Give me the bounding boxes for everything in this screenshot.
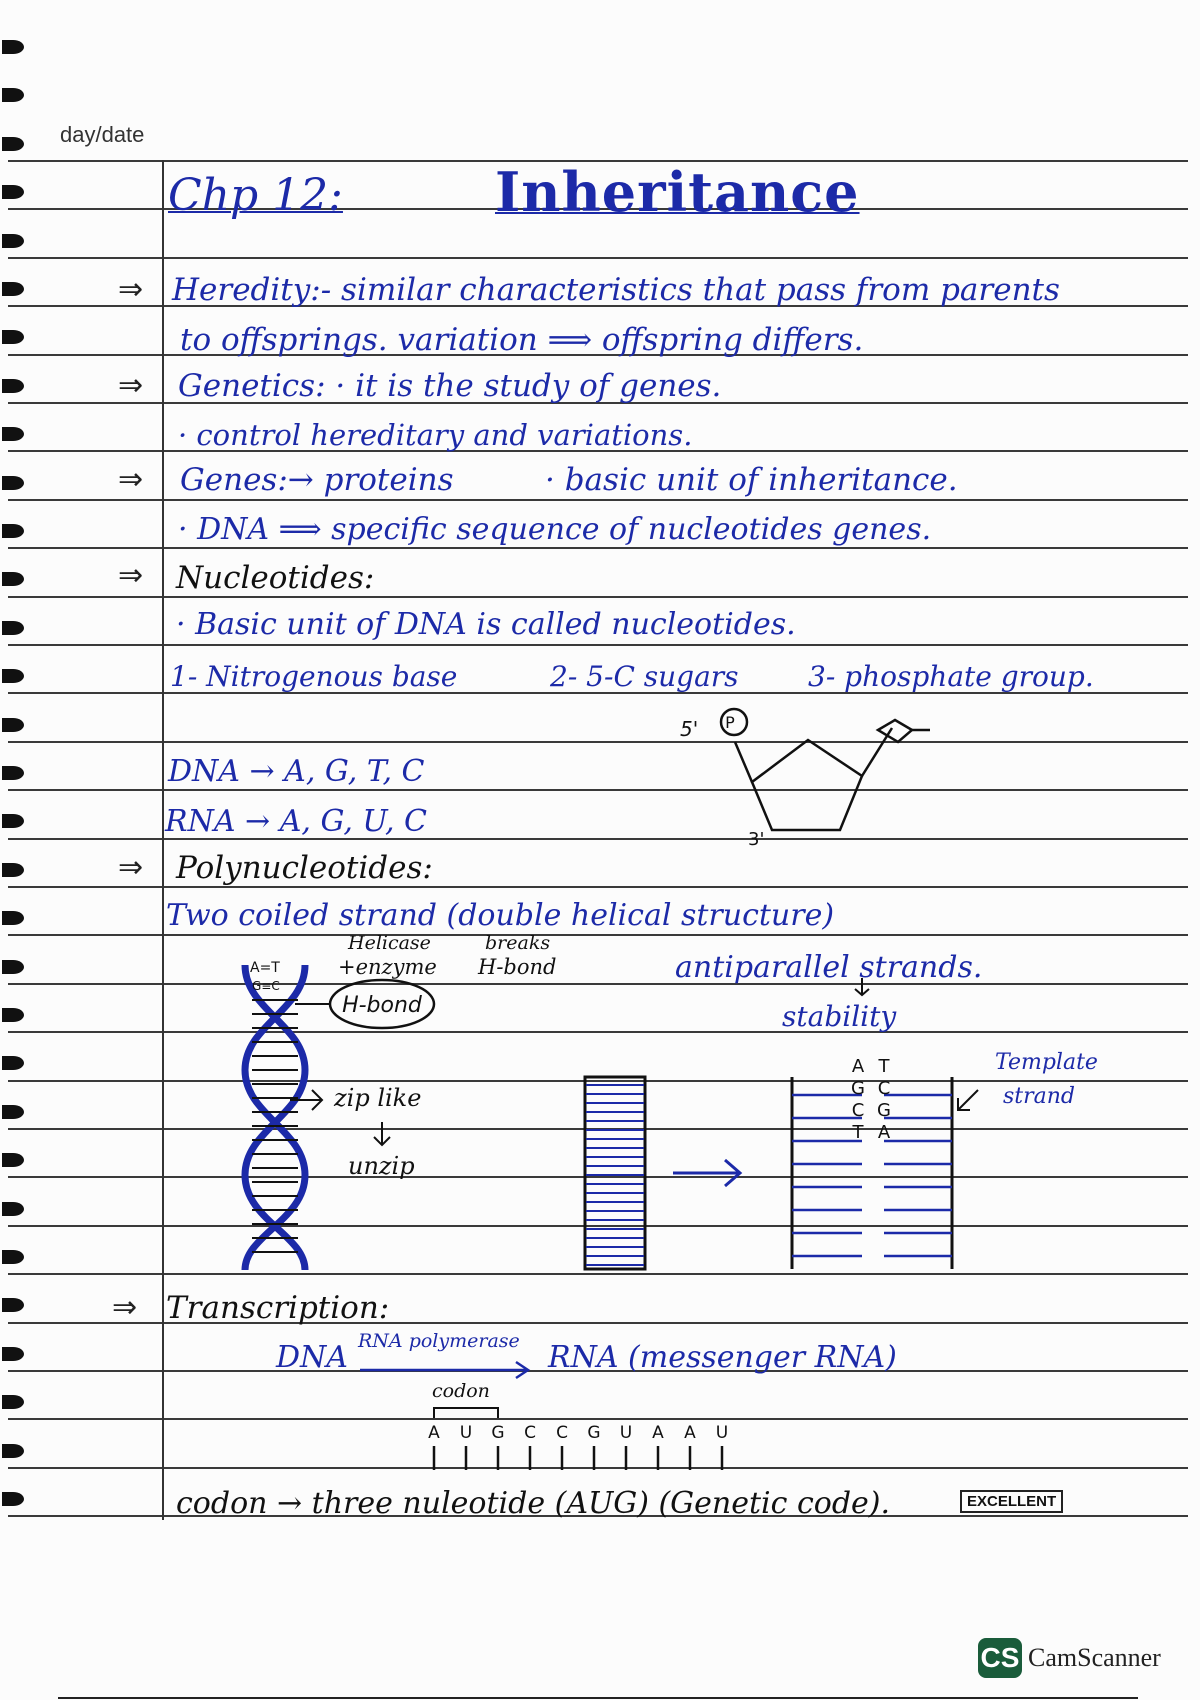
excellent-stamp: EXCELLENT [960, 1490, 1063, 1513]
antiparallel-label: antiparallel strands. [675, 950, 983, 985]
unzip-label: unzip [348, 1152, 415, 1180]
transcription-rna: RNA (messenger RNA) [548, 1340, 897, 1375]
codon-definition: codon → three nuleotide (AUG) (Genetic code). [176, 1486, 891, 1521]
heredity-continued: to offsprings. variation ⟹ offspring differs. [180, 322, 864, 358]
template-base-pairs [851, 1056, 891, 1143]
template-base-letter: A [877, 1122, 891, 1143]
double-helix-description: Two coiled strand (double helical structure) [166, 898, 835, 933]
breaks-hbond-label: H-bond [478, 955, 557, 979]
template-rungs [792, 1095, 952, 1256]
hbond-circle-label: H-bond [342, 993, 422, 1018]
rna-polymerase-label: RNA polymerase [358, 1330, 520, 1352]
mrna-sequence [428, 1423, 728, 1470]
mrna-base-letter: U [715, 1423, 729, 1443]
codon-label: codon [432, 1380, 490, 1402]
sugar-3-prime: 3' [748, 829, 765, 850]
breaks-label: breaks [485, 932, 551, 954]
down-arrow-icon [374, 1122, 390, 1145]
template-base-letter: T [852, 1122, 864, 1143]
ladder-rungs [586, 1085, 644, 1265]
template-label: Template [995, 1050, 1098, 1075]
strand-label: strand [1003, 1084, 1076, 1109]
template-pointer-icon [958, 1090, 978, 1110]
mrna-base-letter: A [428, 1423, 440, 1443]
sugar-5-prime: 5' [680, 717, 699, 741]
template-base-letter: C [877, 1078, 891, 1099]
polymerase-arrow-icon [360, 1362, 528, 1378]
bullet-arrow-icon: ⇒ [118, 272, 144, 307]
bullet-arrow-icon: ⇒ [118, 558, 144, 593]
genes-proteins: Genes:→ proteins [180, 462, 454, 498]
polynucleotides-heading: Polynucleotides: [176, 850, 433, 886]
stability-arrow-icon [855, 978, 869, 995]
camscanner-watermark: CamScanner [1028, 1643, 1161, 1672]
transcription-heading: Transcription: [166, 1290, 390, 1326]
mrna-base-letter: A [652, 1423, 664, 1443]
zip-arrow-icon [290, 1090, 322, 1110]
rna-bases: RNA → A, G, U, C [165, 804, 427, 839]
unzipped-strands-diagram [792, 1077, 952, 1269]
genetics-definition: Genetics: · it is the study of genes. [178, 368, 722, 404]
template-base-letter: C [851, 1100, 865, 1121]
bottom-rule [58, 1697, 1138, 1699]
zip-like-label: zip like [334, 1084, 422, 1112]
codon-bracket [434, 1408, 498, 1418]
mrna-base-letter: U [459, 1423, 473, 1443]
genetics-control: · control hereditary and variations. [178, 418, 693, 452]
template-base-letter: T [878, 1056, 890, 1077]
genes-basic-unit: · basic unit of inheritance. [545, 462, 958, 498]
template-base-letter: A [851, 1056, 865, 1077]
date-label: day/date [60, 122, 145, 147]
bullet-arrow-icon: ⇒ [118, 850, 144, 885]
mrna-base-letter: G [587, 1423, 601, 1443]
component-sugar: 2- 5-C sugars [550, 660, 739, 693]
bullet-arrow-icon: ⇒ [112, 1290, 138, 1325]
bullet-arrow-icon: ⇒ [118, 462, 144, 497]
stability-label: stability [782, 1000, 897, 1033]
component-base: 1- Nitrogenous base [170, 660, 458, 693]
sugar-pentagon-diagram [721, 709, 930, 830]
heredity-definition: Heredity:- similar characteristics that pass from parents [172, 272, 1060, 308]
right-arrow-icon [673, 1160, 740, 1186]
transcription-dna: DNA [276, 1340, 348, 1375]
mrna-base-letter: G [491, 1423, 505, 1443]
mrna-base-letter: A [684, 1423, 696, 1443]
mrna-base-letter: U [619, 1423, 633, 1443]
gc-pair-label: G≡C [252, 979, 280, 993]
dna-ladder-strip [585, 1077, 645, 1269]
bullet-arrow-icon: ⇒ [118, 368, 144, 403]
helicase-label: Helicase [348, 932, 431, 954]
component-phosphate: 3- phosphate group. [808, 660, 1094, 693]
at-pair-label: A=T [250, 960, 280, 976]
mrna-base-letter: C [524, 1423, 536, 1443]
chapter-number: Chp 12: [168, 170, 343, 221]
phosphate-symbol: P [725, 713, 735, 732]
enzyme-label: +enzyme [338, 955, 437, 979]
mrna-base-letter: C [556, 1423, 568, 1443]
dna-sequence-line: · DNA ⟹ specific sequence of nucleotides genes. [178, 512, 932, 547]
page-title: Inheritance [495, 160, 860, 224]
template-base-letter: G [851, 1078, 865, 1099]
nucleotides-heading: Nucleotides: [176, 560, 375, 596]
nucleotide-definition: · Basic unit of DNA is called nucleotides. [176, 607, 796, 642]
dna-bases: DNA → A, G, T, C [168, 754, 425, 789]
camscanner-logo: CS [978, 1638, 1022, 1678]
template-base-letter: G [877, 1100, 891, 1121]
